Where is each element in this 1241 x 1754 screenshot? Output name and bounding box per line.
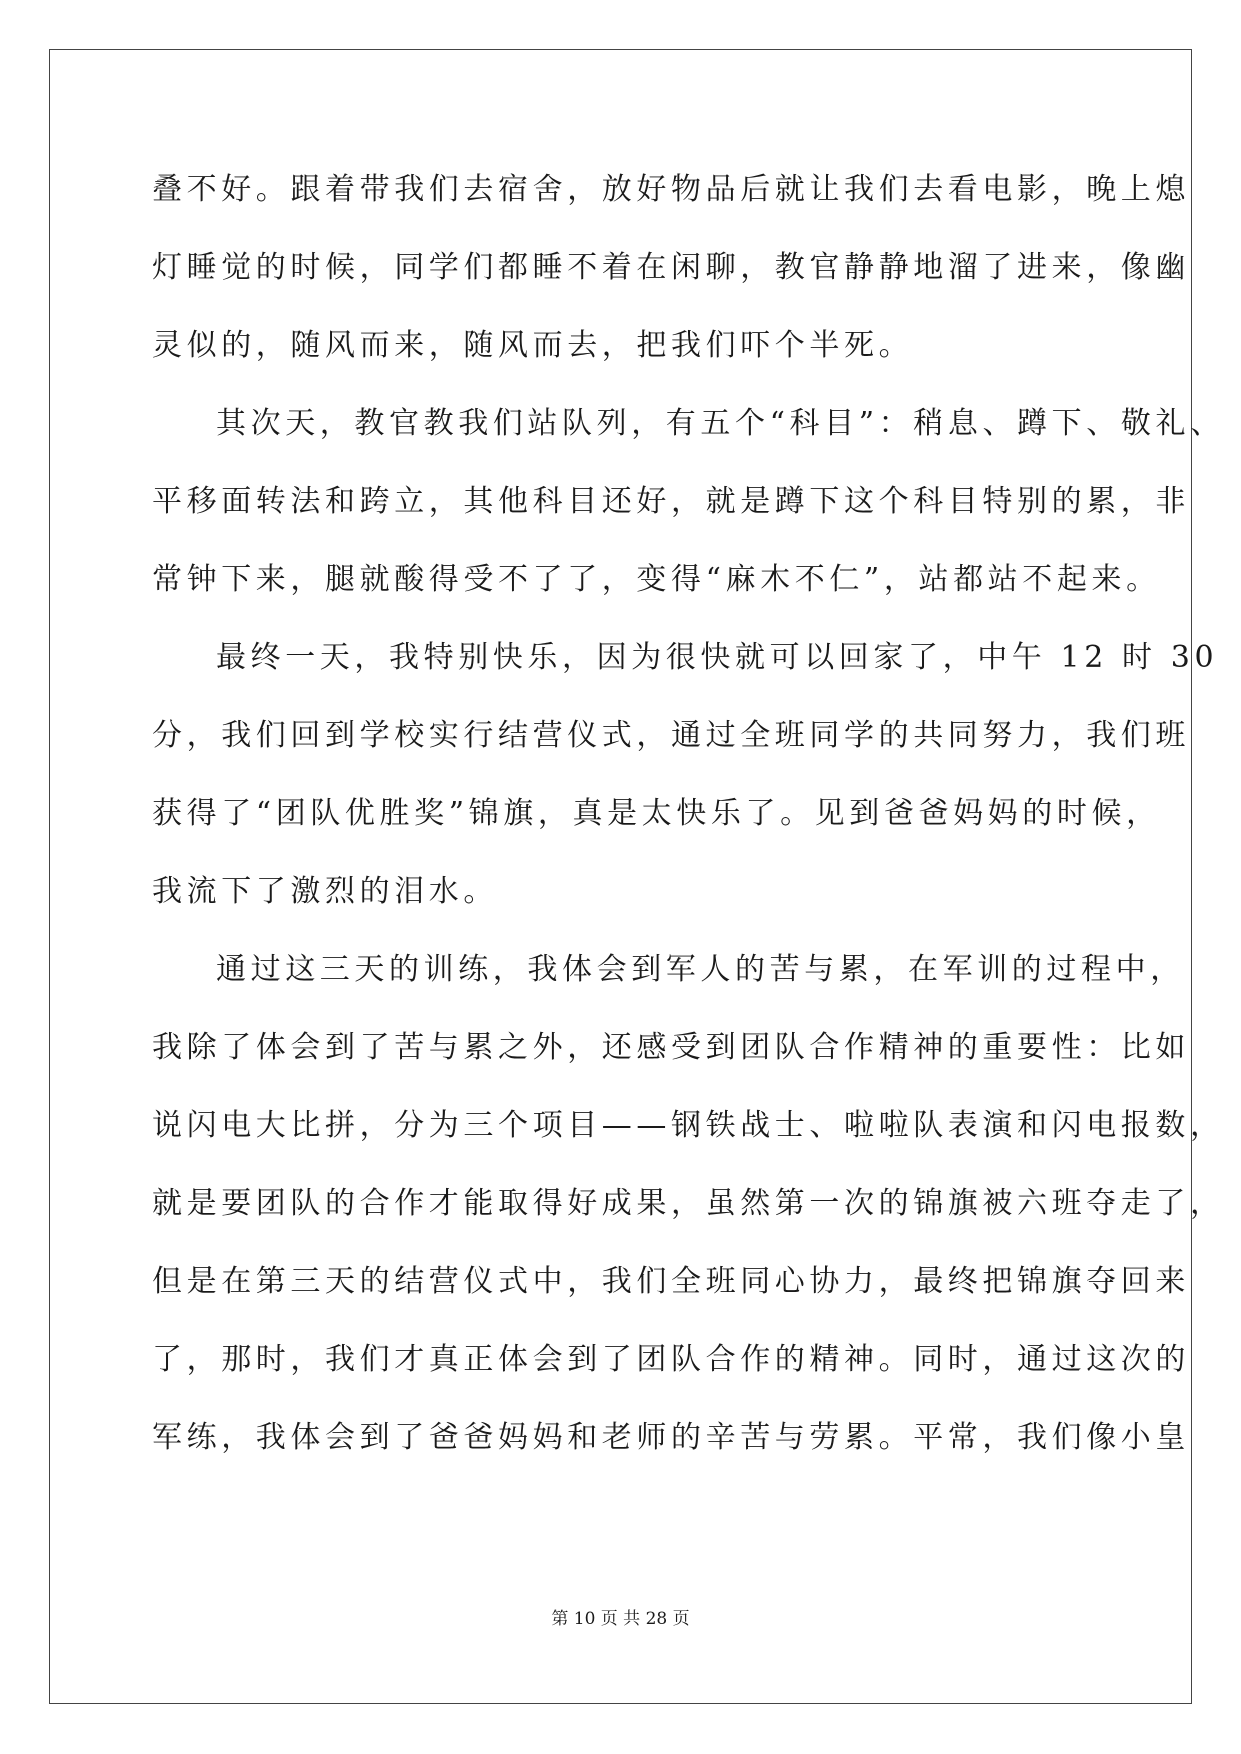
- document-body: [152, 160, 1225, 1486]
- text-line: 获得了“团队优胜奖”锦旗，真是太快乐了。见到爸爸妈妈的时候，: [152, 796, 1161, 831]
- text-line: 平移面转法和跨立，其他科目还好，就是蹲下这个科目特别的累，非: [152, 484, 1190, 519]
- text-line: 灯睡觉的时候，同学们都睡不着在闲聊，教官静静地溜了进来，像幽: [152, 250, 1190, 285]
- text-line: 分，我们回到学校实行结营仪式，通过全班同学的共同努力，我们班: [152, 718, 1190, 753]
- text-line: 说闪电大比拼，分为三个项目——钢铁战士、啦啦队表演和闪电报数，: [152, 1108, 1225, 1143]
- paragraph-start-line: 最终一天，我特别快乐，因为很快就可以回家了，中午 12 时 30: [216, 640, 1219, 675]
- text-line: 就是要团队的合作才能取得好成果，虽然第一次的锦旗被六班夺走了，: [152, 1186, 1225, 1221]
- paragraph-start-line: 其次天，教官教我们站队列，有五个“科目”：稍息、蹲下、敬礼、: [216, 406, 1225, 441]
- text-line: 但是在第三天的结营仪式中，我们全班同心协力，最终把锦旗夺回来: [152, 1264, 1190, 1299]
- text-line: 了，那时，我们才真正体会到了团队合作的精神。同时，通过这次的: [152, 1342, 1190, 1377]
- text-line: 我除了体会到了苦与累之外，还感受到团队合作精神的重要性：比如: [152, 1030, 1190, 1065]
- text-line: 灵似的，随风而来，随风而去，把我们吓个半死。: [152, 328, 914, 363]
- paragraph-start-line: 通过这三天的训练，我体会到军人的苦与累，在军训的过程中，: [216, 952, 1185, 987]
- text-line: 叠不好。跟着带我们去宿舍，放好物品后就让我们去看电影，晚上熄: [152, 172, 1190, 207]
- page-number-footer: 第 10 页 共 28 页: [551, 1609, 690, 1629]
- text-line: 我流下了激烈的泪水。: [152, 874, 498, 909]
- text-line: 常钟下来，腿就酸得受不了了，变得“麻木不仁”，站都站不起来。: [152, 562, 1161, 597]
- text-line: 军练，我体会到了爸爸妈妈和老师的辛苦与劳累。平常，我们像小皇: [152, 1420, 1190, 1455]
